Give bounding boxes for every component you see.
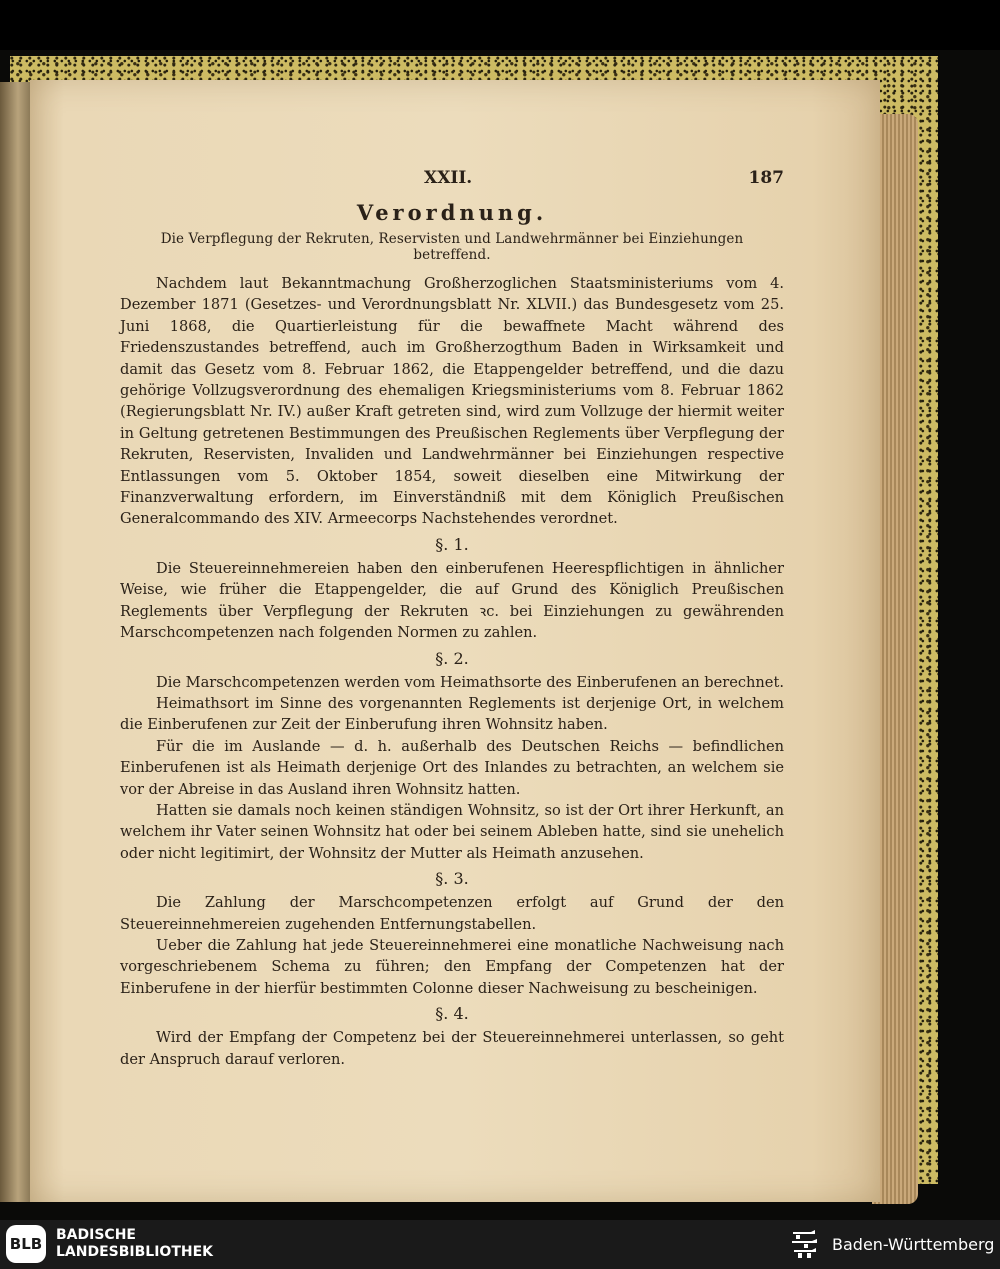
running-head xyxy=(120,168,784,192)
section-paragraph: Die Marschcompetenzen werden vom Heimathsorte des Einberufenen an berechnet. xyxy=(156,673,784,691)
section-paragraph: Ueber die Zahlung hat jede Steuereinnehmerei eine monatliche Nachweisung nach vorgeschriebenem Schema zu führen; den Empfang der Competenzen hat der Einberufene in der hierfür bestimmten Colonne dieser Nachweisung zu bescheinigen. xyxy=(120,936,784,997)
page-content xyxy=(120,168,784,1070)
scanned-page xyxy=(30,80,880,1202)
section-number: XXII. xyxy=(424,168,473,188)
blb-logo[interactable]: BLB xyxy=(6,1225,46,1263)
viewer-footer xyxy=(0,1220,1000,1269)
section-heading: §. 3. xyxy=(435,869,469,889)
book-scan xyxy=(0,50,1000,1220)
section-heading: §. 2. xyxy=(435,648,469,668)
previous-page-edge xyxy=(0,82,30,1202)
section-paragraph: Für die im Auslande — d. h. außerhalb des Deutschen Reichs — befindlichen Einberufenen ist als Heimath derjenige Ort des Inlandes zu betrachten, an welchem sie vor der Abreise in das Ausland ihren Wohnsitz hatten. xyxy=(120,737,784,798)
section-paragraph: Die Steuereinnehmereien haben den einberufenen Heerespflichtigen in ähnlicher Weise, wie früher die Etappengelder, die auf Grund des Königlich Preußischen Reglements über Verpflegung der Rekruten ꝛc. bei Einziehungen zu gewährenden Marschcompetenzen nach folgenden Normen zu zahlen. xyxy=(120,559,784,642)
document-subtitle: Die Verpflegung der Rekruten, Reservisten und Landwehrmänner bei Einziehungen betreffend. xyxy=(160,231,744,263)
section-paragraph: Heimathsort im Sinne des vorgenannten Reglements ist derjenige Ort, in welchem die Einberufenen zur Zeit der Einberufung ihren Wohnsitz haben. xyxy=(120,694,784,734)
section-heading: §. 1. xyxy=(435,534,469,554)
page-number: 187 xyxy=(748,168,784,188)
library-name-line1: BADISCHE xyxy=(56,1227,136,1243)
section-paragraph: Wird der Empfang der Competenz bei der Steuereinnehmerei unterlassen, so geht der Anspruch darauf verloren. xyxy=(120,1029,784,1068)
library-name-line2: LANDESBIBLIOTHEK xyxy=(56,1244,214,1260)
section-paragraph: Die Zahlung der Marschcompetenzen erfolgt auf Grund der den Steuereinnehmereien zugehenden Entfernungstabellen. xyxy=(120,894,784,933)
document-title: Verordnung. xyxy=(356,200,548,225)
section-heading: §. 4. xyxy=(435,1004,469,1024)
library-name[interactable] xyxy=(56,1227,213,1261)
intro-paragraph: Nachdem laut Bekanntmachung Großherzoglichen Staatsministeriums vom 4. Dezember 1871 (Gesetzes- und Verordnungsblatt Nr. XLVII.) das Bundesgesetz vom 25. Juni 1868, die Quartierleistung für die bewaffnete Macht während des Friedenszustandes betreffend, auch im Großherzogthum Baden in Wirksamkeit und damit das Gesetz vom 8. Februar 1862, die Etappengelder betreffend, und die dazu gehörige Vollzugsverordnung des ehemaligen Kriegsministeriums vom 8. Februar 1862 (Regierungsblatt Nr. IV.) außer Kraft getreten sind, wird zum Vollzuge der hiermit weiter in Geltung getretenen Bestimmungen des Preußischen Reglements über Verpflegung der Rekruten, Reservisten, Invaliden und Landwehrmänner bei Einziehungen respective Entlassungen vom 5. Oktober 1854, soweit dieselben eine Mitwirkung der Finanzverwaltung erfordern, im Einverständniß mit dem Königlich Preußischen Generalcommando des XIV. Armeecorps Nachstehendes verordnet. xyxy=(120,275,784,528)
section-paragraph: Hatten sie damals noch keinen ständigen Wohnsitz, so ist der Ort ihrer Herkunft, an welchem ihr Vater seinen Wohnsitz hat oder bei seinem Ableben hatte, sind sie unehelich oder nicht legitimirt, der Wohnsitz der Mutter als Heimath anzusehen. xyxy=(120,801,784,862)
state-name[interactable]: Baden-Württemberg xyxy=(832,1235,995,1254)
lions-coat-of-arms-icon[interactable] xyxy=(790,1228,820,1262)
